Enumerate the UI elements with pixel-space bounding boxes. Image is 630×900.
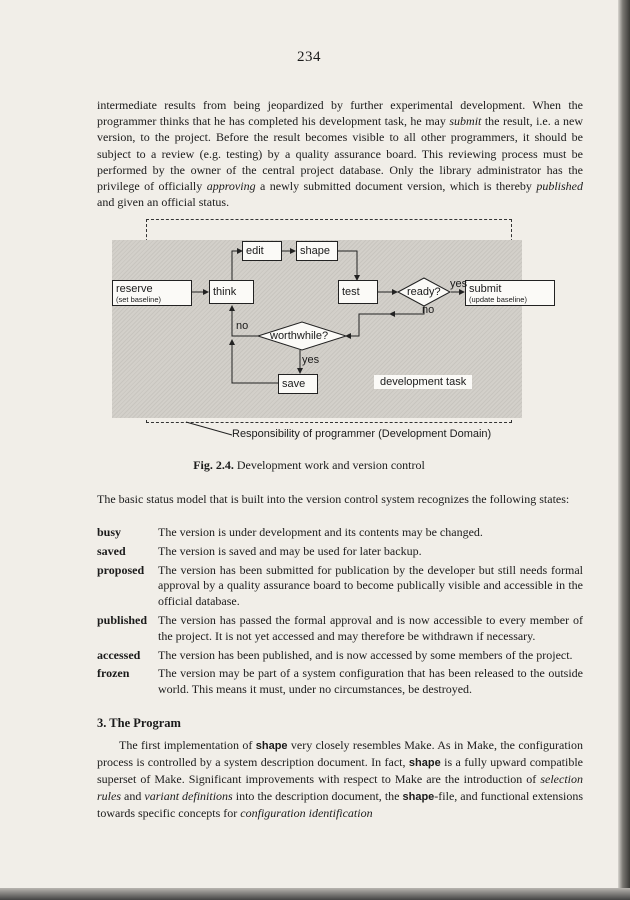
state-term: proposed bbox=[97, 562, 145, 577]
shape-label: shape bbox=[300, 245, 330, 257]
development-task-label: development task bbox=[374, 375, 472, 389]
text-run: and given an official status. bbox=[97, 195, 230, 210]
save-label: save bbox=[282, 378, 306, 390]
responsibility-label: Responsibility of programmer (Development Domain) bbox=[232, 428, 492, 440]
section-heading: 3. The Program bbox=[97, 716, 181, 730]
scan-edge-right bbox=[618, 0, 630, 900]
emphasis-run: configuration identification bbox=[240, 805, 373, 820]
emphasis-run: approving bbox=[206, 179, 256, 194]
text-run: -file, and functional extensions towards specific concepts for bbox=[97, 788, 583, 820]
state-row-saved bbox=[97, 544, 583, 560]
program-name-run: shape bbox=[402, 790, 435, 803]
page-number: 234 bbox=[297, 49, 321, 65]
arrow-to-worthwhile bbox=[346, 314, 390, 336]
text-run: the result, i.e. a new version, to the project. Before the result becomes visible to all other programmers, it should be subject to a review (e.g. testing) by a quality assurance board. This reviewing process must be performed by the owner of the central project database. Only the library administrator has the privilege of officially bbox=[97, 114, 583, 194]
caption-label: Fig. 2.4. bbox=[193, 458, 234, 472]
state-row-frozen bbox=[97, 666, 583, 698]
state-term: published bbox=[97, 612, 148, 627]
think-label: think bbox=[213, 286, 237, 298]
state-row-proposed bbox=[97, 563, 583, 610]
test-box bbox=[338, 280, 378, 304]
submit-label: submit bbox=[469, 283, 502, 295]
submit-box bbox=[465, 280, 555, 306]
program-paragraph bbox=[97, 737, 583, 821]
save-box bbox=[278, 374, 318, 394]
program-name-run: shape bbox=[255, 740, 288, 752]
arrow-think-edit bbox=[232, 251, 242, 280]
arrow-shape-test bbox=[337, 251, 357, 280]
figure-development-workflow bbox=[112, 216, 527, 446]
emphasis-run: published bbox=[536, 179, 583, 194]
think-box bbox=[209, 280, 254, 304]
reserve-box bbox=[112, 280, 192, 306]
reserve-sublabel: (set baseline) bbox=[116, 295, 162, 304]
program-name-run: shape bbox=[408, 757, 441, 770]
state-term: frozen bbox=[97, 666, 130, 681]
worthwhile-no-label: no bbox=[236, 320, 249, 332]
state-definition: The version has passed the formal approval and is now accessible to every member of the project. It is not yet accessed and may therefore be withdrawn if necessary. bbox=[158, 612, 583, 643]
test-label: test bbox=[342, 286, 360, 298]
ready-no-label: no bbox=[422, 304, 435, 316]
state-definition: The version has been submitted for publication by the developer but still needs formal approval by a quality assurance board to become publically visible and accessible in the official database. bbox=[158, 562, 583, 609]
state-term: saved bbox=[97, 543, 126, 558]
state-row-published bbox=[97, 613, 583, 645]
submit-sublabel: (update baseline) bbox=[469, 295, 527, 304]
state-row-accessed bbox=[97, 648, 583, 664]
text-run: into the description document, the bbox=[232, 788, 403, 803]
state-row-busy bbox=[97, 525, 583, 541]
shape-box bbox=[296, 241, 338, 261]
reserve-label: reserve bbox=[116, 283, 153, 295]
intro-paragraph bbox=[97, 97, 583, 210]
text-run: intermediate results from being jeopardized by further experimental development. When the programmer thinks that he has completed his development task, he may bbox=[97, 98, 583, 129]
state-definition: The version is saved and may be used for later backup. bbox=[158, 543, 422, 558]
scan-edge-bottom bbox=[0, 888, 630, 900]
edit-box bbox=[242, 241, 282, 261]
text-run: and bbox=[121, 788, 145, 803]
text-run: a newly submitted document version, which is thereby bbox=[255, 179, 537, 194]
edit-label: edit bbox=[246, 245, 264, 257]
arrow-save-think bbox=[232, 340, 278, 383]
caption-text: Development work and version control bbox=[233, 458, 425, 472]
worthwhile-yes-label: yes bbox=[302, 354, 320, 366]
figure-caption bbox=[0, 458, 618, 473]
state-definition: The version has been published, and is now accessed by some members of the project. bbox=[158, 647, 573, 662]
ready-label: ready? bbox=[407, 286, 441, 298]
text-run: The first implementation of bbox=[119, 738, 256, 752]
text-run: is a fully upward compatible superset of Make. Significant improvements with respect to Make are the introduction of bbox=[97, 755, 584, 787]
state-term: accessed bbox=[97, 647, 141, 662]
ready-yes-label: yes bbox=[450, 278, 468, 290]
emphasis-run: submit bbox=[449, 114, 482, 129]
state-definition-list bbox=[97, 525, 583, 701]
emphasis-run: selection rules bbox=[97, 772, 583, 803]
status-intro-paragraph: The basic status model that is built into the version control system recognizes the following states: bbox=[97, 492, 570, 506]
responsibility-pointer bbox=[186, 422, 232, 435]
state-term: busy bbox=[97, 525, 122, 539]
arrow-ready-no bbox=[390, 306, 424, 314]
worthwhile-label: worthwhile? bbox=[270, 330, 329, 342]
state-definition: The version is under development and its contents may be changed. bbox=[158, 525, 483, 539]
text-run: very closely resembles Make. As in Make, the configuration process is controlled by a system description document. In fact, bbox=[97, 738, 583, 770]
state-definition: The version may be part of a system configuration that has been released to the outside world. This means it must, under no circumstances, be destroyed. bbox=[158, 666, 583, 697]
emphasis-run: variant definitions bbox=[144, 788, 233, 803]
